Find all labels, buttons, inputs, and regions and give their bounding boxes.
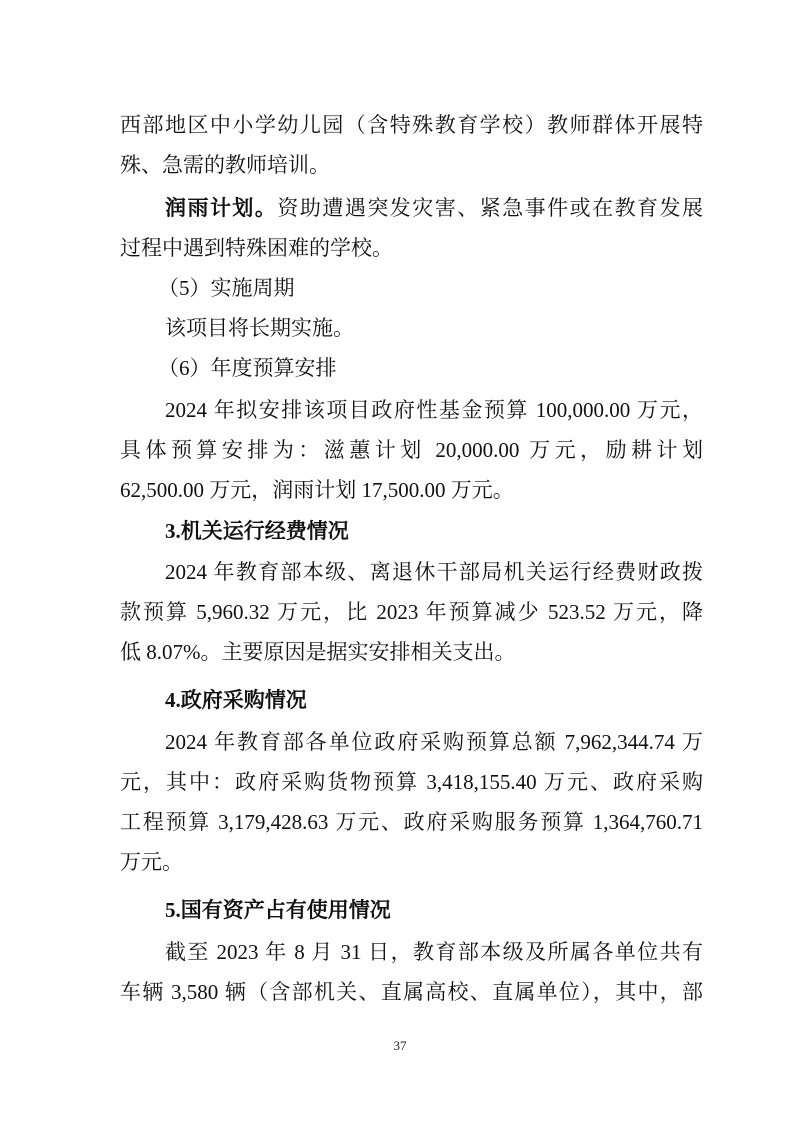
body-line: 车辆 3,580 辆（含部机关、直属高校、直属单位），其中，部 (120, 980, 703, 1004)
subsection-heading: （5）实施周期 (158, 276, 295, 300)
body-line: 工程预算 3,179,428.63 万元、政府采购服务预算 1,364,760.71 (120, 810, 703, 834)
body-line: 万元。 (120, 850, 183, 874)
body-line: 殊、急需的教师培训。 (120, 153, 330, 177)
body-line: 过程中遇到特殊困难的学校。 (120, 236, 393, 260)
section-heading: 3.机关运行经费情况 (165, 519, 349, 543)
section-heading: 4.政府采购情况 (165, 688, 307, 712)
body-line: 西部地区中小学幼儿园（含特殊教育学校）教师群体开展特 (120, 113, 703, 137)
page-number: 37 (393, 1038, 407, 1053)
body-line: 2024 年拟安排该项目政府性基金预算 100,000.00 万元， (165, 398, 703, 422)
subsection-heading: （6）年度预算安排 (158, 356, 337, 380)
body-line: 低 8.07%。主要原因是据实安排相关支出。 (120, 640, 516, 664)
runyu-plan-heading: 润雨计划。 (165, 196, 278, 220)
paragraph-runyu (165, 194, 703, 222)
body-line: 款预算 5,960.32 万元，比 2023 年预算减少 523.52 万元，降 (120, 600, 703, 624)
body-line: 62,500.00 万元，润雨计划 17,500.00 万元。 (120, 478, 514, 502)
body-text: 资助遭遇突发灾害、紧急事件或在教育发展 (277, 196, 703, 220)
body-line: 2024 年教育部各单位政府采购预算总额 7,962,344.74 万 (165, 730, 703, 754)
section-heading: 5.国有资产占有使用情况 (165, 898, 391, 922)
body-line: 2024 年教育部本级、离退休干部局机关运行经费财政拨 (165, 560, 703, 584)
body-line: 该项目将长期实施。 (165, 316, 354, 340)
body-line: 元，其中：政府采购货物预算 3,418,155.40 万元、政府采购 (120, 770, 703, 794)
body-line: 具体预算安排为：滋蕙计划 20,000.00 万元，励耕计划 (120, 438, 703, 462)
body-line: 截至 2023 年 8 月 31 日，教育部本级及所属各单位共有 (165, 940, 703, 964)
